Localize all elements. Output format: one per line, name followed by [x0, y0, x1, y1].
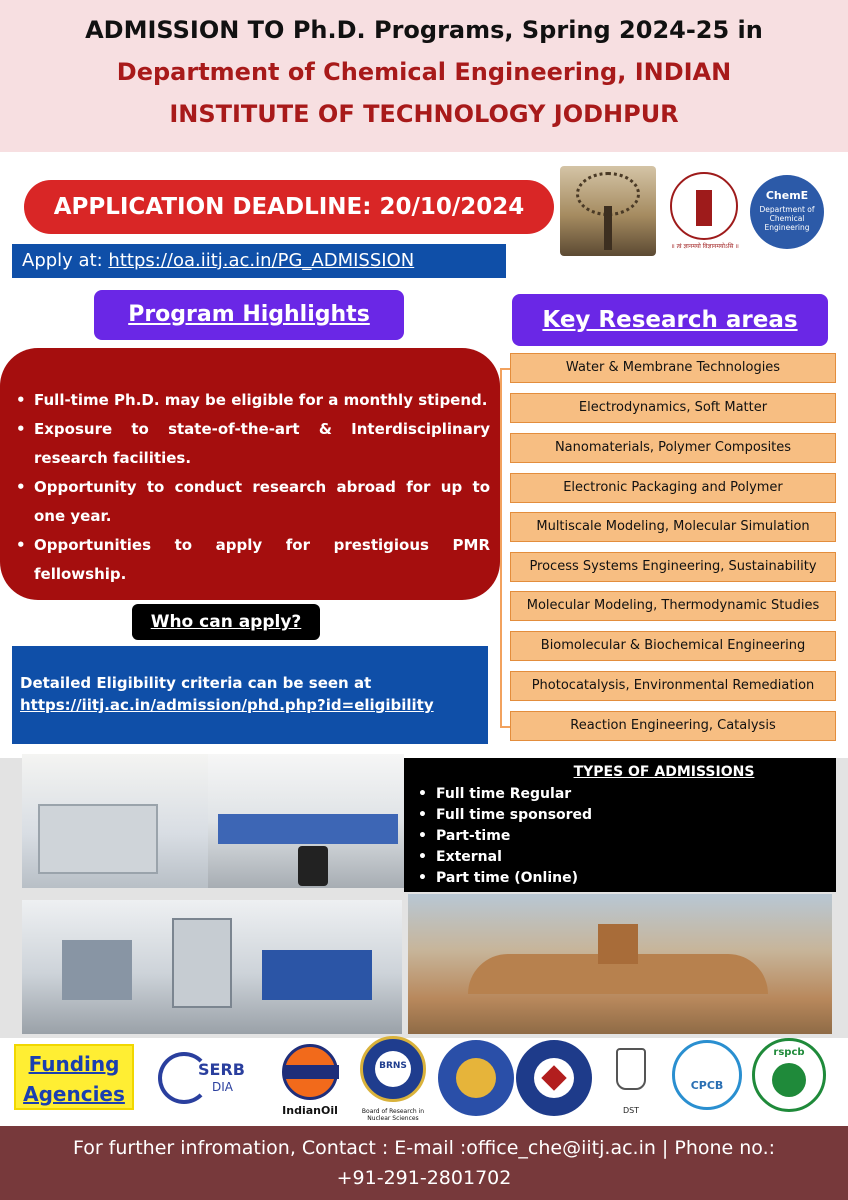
contact-line-1: For further infromation, Contact : E-mail :office_che@iitj.ac.in | Phone no.:: [72, 1137, 776, 1159]
cpcb-logo-text: CPCB: [690, 1079, 724, 1092]
cheme-department-logo: [750, 175, 824, 249]
highlights-list: [16, 386, 490, 589]
apply-banner: [12, 244, 506, 278]
brns-emblem-icon: [360, 1036, 426, 1102]
title-line-3: INSTITUTE OF TECHNOLOGY JODHPUR: [169, 100, 679, 128]
indianoil-emblem-icon: [282, 1044, 338, 1100]
lab-machine-shape: [62, 940, 132, 1000]
drdo-logo: [516, 1040, 592, 1116]
serb-logo-subtext: DIA: [212, 1080, 233, 1094]
brns-logo-text: BRNS: [379, 1061, 407, 1071]
research-area-item: Multiscale Modeling, Molecular Simulation: [510, 512, 836, 542]
highlight-item: • Exposure to state-of-the-art & Interdisciplinary research facilities.: [16, 415, 490, 473]
dst-logo: [600, 1040, 662, 1120]
eligibility-text: Detailed Eligibility criteria can be seen at: [20, 674, 372, 692]
brns-caption: Board of Research in Nuclear Sciences: [361, 1108, 425, 1122]
brns-logo: [354, 1036, 432, 1126]
funding-agencies-label: [14, 1044, 134, 1110]
highlight-item: • Full-time Ph.D. may be eligible for a monthly stipend.: [16, 386, 490, 415]
research-area-item: Reaction Engineering, Catalysis: [510, 711, 836, 741]
highlight-item: • Opportunity to conduct research abroad for up to one year.: [16, 473, 490, 531]
admission-types-panel: [404, 758, 836, 892]
rspcb-logo-text: rspcb: [773, 1047, 805, 1058]
knowledge-tree-logo: [560, 166, 656, 256]
research-area-item: Molecular Modeling, Thermodynamic Studies: [510, 591, 836, 621]
lab-machine-shape: [172, 918, 232, 1008]
contact-line-2: +91-291-2801702: [336, 1167, 512, 1189]
key-research-heading: Key Research areas: [512, 294, 828, 346]
bracket-tick: [500, 368, 510, 370]
iitj-emblem-logo: [666, 170, 744, 254]
bracket-tick: [500, 726, 510, 728]
admission-type-item: • Part time (Online): [418, 868, 592, 889]
csir-gear-icon: [456, 1058, 496, 1098]
research-area-item: Nanomaterials, Polymer Composites: [510, 433, 836, 463]
cpcb-logo: [672, 1040, 742, 1110]
emblem-motto: ॥ त्वं ज्ञानमयो विज्ञानमयोऽसि ॥: [671, 243, 739, 250]
admission-type-item: • Full time sponsored: [418, 805, 592, 826]
application-deadline: APPLICATION DEADLINE: 20/10/2024: [24, 180, 554, 234]
rspcb-leaf-icon: [772, 1063, 806, 1097]
rspcb-logo: [752, 1038, 826, 1112]
title-line-1: ADMISSION TO Ph.D. Programs, Spring 2024-25 in: [85, 16, 763, 44]
serb-logo-text: SERB: [198, 1060, 245, 1079]
cheme-logo-title: ChemE: [765, 189, 809, 202]
dst-logo-text: DST: [622, 1106, 640, 1115]
serb-logo: [158, 1048, 268, 1108]
csir-logo: [438, 1040, 514, 1116]
admission-types-list: [418, 784, 592, 889]
campus-tower-shape: [598, 924, 638, 964]
program-highlights-panel: [0, 348, 500, 600]
campus-aerial-photo: [408, 894, 832, 1034]
lab-cabinet-shape: [38, 804, 158, 874]
research-area-item: Process Systems Engineering, Sustainability: [510, 552, 836, 582]
indianoil-logo-text: IndianOil: [282, 1104, 338, 1117]
lab-machine-shape: [262, 950, 372, 1000]
cheme-logo-subtitle: Department of Chemical Engineering: [759, 205, 815, 232]
funding-label-line-1: Funding: [28, 1052, 120, 1076]
highlight-item: • Opportunities to apply for prestigious PMR fellowship.: [16, 531, 490, 589]
admission-type-item: • Full time Regular: [418, 784, 592, 805]
contact-footer: [0, 1126, 848, 1200]
admission-type-item: • External: [418, 847, 592, 868]
ashoka-emblem-icon: [616, 1048, 646, 1090]
research-area-item: Electrodynamics, Soft Matter: [510, 393, 836, 423]
apply-prefix: Apply at:: [22, 250, 109, 271]
emblem-tower-icon: [696, 190, 712, 226]
funding-label-line-2: Agencies: [23, 1082, 125, 1106]
research-bracket: [500, 368, 510, 726]
lab-photo-1: [22, 754, 208, 888]
eligibility-panel: [12, 646, 488, 744]
research-area-item: Electronic Packaging and Polymer: [510, 473, 836, 503]
lab-photo-3: [22, 900, 402, 1034]
research-area-item: Photocatalysis, Environmental Remediation: [510, 671, 836, 701]
tree-trunk-icon: [604, 206, 612, 250]
who-can-apply-heading: Who can apply?: [132, 604, 320, 640]
lab-photo-2: [208, 754, 404, 888]
admission-types-title: TYPES OF ADMISSIONS: [573, 764, 755, 780]
lab-bench-shape: [218, 814, 398, 844]
apply-link[interactable]: https://oa.iitj.ac.in/PG_ADMISSION: [108, 250, 415, 271]
eligibility-link[interactable]: https://iitj.ac.in/admission/phd.php?id=eligibility: [20, 696, 434, 714]
admission-type-item: • Part-time: [418, 826, 592, 847]
title-line-2: Department of Chemical Engineering, INDIAN: [116, 58, 732, 86]
lab-chair-shape: [298, 846, 328, 886]
research-area-item: Water & Membrane Technologies: [510, 353, 836, 383]
research-area-item: Biomolecular & Biochemical Engineering: [510, 631, 836, 661]
indianoil-logo: [276, 1044, 344, 1124]
program-highlights-heading: Program Highlights: [94, 290, 404, 340]
header-banner: [0, 0, 848, 152]
